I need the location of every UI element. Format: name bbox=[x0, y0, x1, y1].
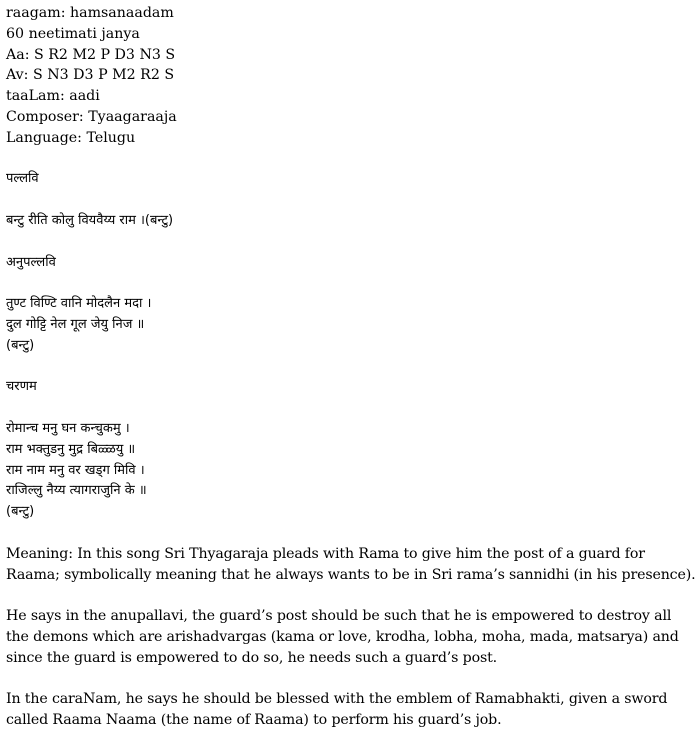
anupallavi-section bbox=[6, 253, 696, 357]
anupallavi-refrain: (बन्टु) bbox=[6, 337, 35, 353]
charanam-section bbox=[6, 377, 696, 523]
spacer bbox=[6, 398, 696, 419]
raagam-line: raagam: hamsanaadam bbox=[6, 5, 174, 21]
aarohanam-line: Aa: S R2 M2 P D3 N3 S bbox=[6, 46, 176, 63]
spacer bbox=[6, 357, 696, 378]
meaning-section bbox=[6, 544, 696, 731]
song-document bbox=[6, 3, 696, 731]
charanam-refrain: (बन्टु) bbox=[6, 504, 35, 520]
anupallavi-heading: अनुपल्लवि bbox=[6, 254, 56, 270]
spacer bbox=[6, 669, 696, 690]
charanam-line: रोमान्च मनु घन कन्चुकमु । bbox=[6, 420, 130, 436]
spacer bbox=[6, 273, 696, 294]
charanam-line: राम नाम मनु वर खड्ग मिवि । bbox=[6, 462, 145, 478]
taalam-line: taaLam: aadi bbox=[6, 88, 100, 105]
charanam-explanation-paragraph: In the caraNam, he says he should be blessed with the emblem of Ramabhakti, given a sword called Raama Naama (the name of Raama) to perform his guard’s job. bbox=[6, 691, 668, 729]
spacer bbox=[6, 523, 696, 544]
song-header bbox=[6, 3, 696, 149]
language-line: Language: Telugu bbox=[6, 129, 136, 146]
meaning-paragraph: Meaning: In this song Sri Thyagaraja pleads with Rama to give him the post of a guard for Raama; symbolically meaning that he always wants to be in Sri rama’s sannidhi (in his presence). bbox=[6, 545, 696, 583]
spacer bbox=[6, 190, 696, 211]
pallavi-heading: पल्लवि bbox=[6, 171, 39, 187]
anupallavi-line: तुण्ट विण्टि वानि मोदलैन मदा । bbox=[6, 296, 152, 312]
spacer bbox=[6, 149, 696, 170]
composer-line: Composer: Tyaagaraaja bbox=[6, 108, 177, 125]
anupallavi-explanation-paragraph: He says in the anupallavi, the guard’s post should be such that he is empowered to destroy all the demons which are arishadvargas (kama or love, krodha, lobha, moha, mada, matsarya) and since the guard is empowered to do so, he needs such a guard’s post. bbox=[6, 608, 679, 666]
charanam-heading: चरणम bbox=[6, 379, 37, 395]
anupallavi-line: दुल गोट्टि नेल गूल जेयु निज ॥ bbox=[6, 316, 145, 332]
avarohanam-line: Av: S N3 D3 P M2 R2 S bbox=[6, 67, 175, 84]
spacer bbox=[6, 232, 696, 253]
charanam-line: राम भक्तुडनु मुद्र बिळ्ळयु ॥ bbox=[6, 441, 136, 457]
pallavi-section bbox=[6, 169, 696, 231]
spacer bbox=[6, 585, 696, 606]
melakarta-line: 60 neetimati janya bbox=[6, 25, 140, 42]
charanam-line: राजिल्लु नैय्य त्यागराजुनि के ॥ bbox=[6, 483, 147, 499]
pallavi-line: बन्टु रीति कोलु वियवैय्य राम ।(बन्टु) bbox=[6, 212, 174, 228]
